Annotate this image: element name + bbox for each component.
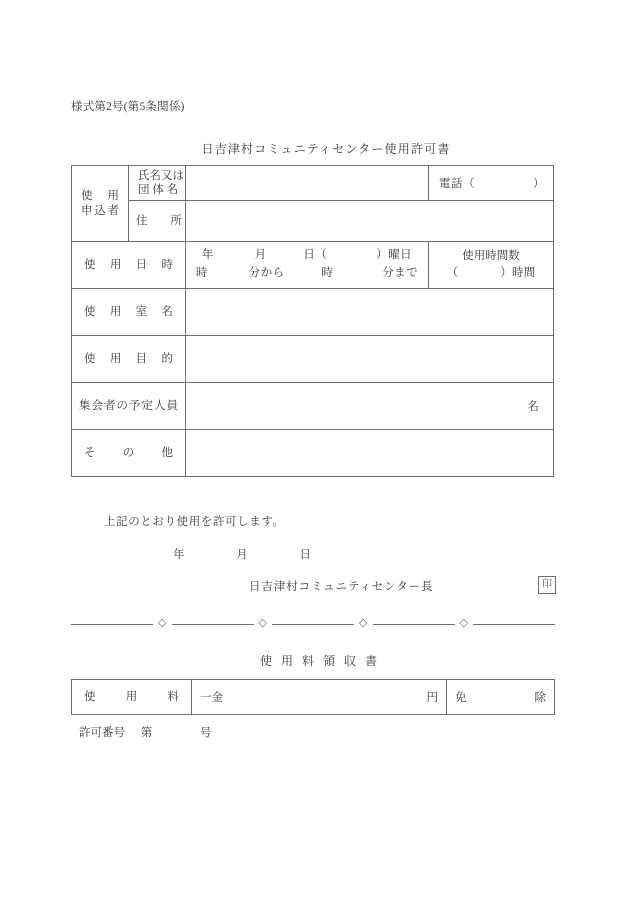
table-row-attendees <box>72 383 554 430</box>
exemption-cell[interactable] <box>447 680 555 715</box>
purpose-label-cell <box>72 336 186 383</box>
table-row-receipt <box>72 680 555 715</box>
other-label: そ の 他 <box>84 446 173 459</box>
cut-line-segment <box>71 624 153 625</box>
diamond-icon: ◇ <box>459 616 468 629</box>
table-row-room <box>72 289 554 336</box>
receipt-table <box>71 679 555 715</box>
purpose-value-cell[interactable] <box>186 336 554 383</box>
datetime-value-cell[interactable] <box>186 242 429 289</box>
room-value-cell[interactable] <box>186 289 554 336</box>
phone-cell[interactable] <box>429 166 554 201</box>
datetime-hour-from: 時 <box>195 267 208 279</box>
table-row-applicant-name <box>72 166 554 201</box>
signatory-name: 日吉津村コミュニティセンター長 <box>249 581 434 593</box>
fee-amount-cell[interactable] <box>192 680 447 715</box>
cut-line-segment <box>473 624 555 625</box>
diamond-icon: ◇ <box>359 616 368 629</box>
datetime-line-1 <box>186 247 428 265</box>
attendees-label: 集会者の予定人員 <box>79 399 178 412</box>
approval-date-month: 月 <box>236 549 248 561</box>
amount-prefix: 一金 <box>200 692 223 704</box>
approval-date-day: 日 <box>299 549 311 561</box>
applicant-label-line1: 使 用 <box>81 190 119 203</box>
address-label-cell <box>129 201 186 242</box>
datetime-line-2 <box>186 265 428 283</box>
exemption-inner <box>447 689 554 705</box>
exempt-label-second: 除 <box>534 692 546 704</box>
applicant-label-line2: 申込者 <box>81 204 119 217</box>
exempt-label-first: 免 <box>455 692 467 704</box>
receipt-title: 使 用 料 領 収 書 <box>259 654 380 668</box>
cut-line-segment <box>373 624 455 625</box>
datetime-weekday: ）曜日 <box>376 249 413 262</box>
permit-number-prefix: 第 <box>140 727 153 739</box>
approval-date-year: 年 <box>173 549 185 561</box>
datetime-minute-from: 分から <box>248 267 285 279</box>
attendees-label-cell <box>72 383 186 430</box>
other-label-cell <box>72 430 186 477</box>
datetime-inner <box>186 247 428 283</box>
amount-unit: 円 <box>426 692 438 704</box>
approval-statement: 上記のとおり使用を許可します。 <box>104 516 285 528</box>
room-label-cell <box>72 289 186 336</box>
name-value-cell[interactable] <box>186 166 429 201</box>
table-row-purpose <box>72 336 554 383</box>
cut-line-divider <box>71 617 555 631</box>
datetime-year: 年 <box>201 249 214 262</box>
phone-label: 電話（ ） <box>439 178 545 190</box>
permit-details-table <box>71 165 554 477</box>
datetime-label-cell <box>72 242 186 289</box>
datetime-month: 月 <box>254 249 267 262</box>
datetime-day: 日（ <box>303 249 328 262</box>
usage-hours-value-line: （ ）時間 <box>446 267 536 279</box>
applicant-label-cell <box>72 166 129 242</box>
attendees-unit: 名 <box>527 401 539 413</box>
diamond-icon: ◇ <box>258 616 267 629</box>
cut-line-segment <box>272 624 354 625</box>
diamond-icon: ◇ <box>158 616 167 629</box>
usage-hours-cell[interactable] <box>429 242 554 289</box>
name-label-line2: 団 体 名 <box>138 184 179 196</box>
table-row-other <box>72 430 554 477</box>
address-label: 住 所 <box>136 214 182 227</box>
fee-label: 使 用 料 <box>84 690 179 703</box>
form-number: 様式第2号(第5条関係) <box>71 101 185 113</box>
approval-date-line <box>173 546 311 562</box>
purpose-label: 使 用 目 的 <box>84 352 173 365</box>
cut-line-segment <box>172 624 254 625</box>
permit-number-label: 許可番号 <box>79 727 125 739</box>
address-value-cell[interactable] <box>186 201 554 242</box>
permit-number-line <box>79 724 212 740</box>
table-row-datetime <box>72 242 554 289</box>
permit-number-suffix: 号 <box>200 727 212 739</box>
fee-amount-inner <box>192 689 446 705</box>
table-row-address <box>72 201 554 242</box>
name-label-line1: 氏名又は <box>138 169 184 182</box>
seal-stamp-box: 印 <box>538 576 556 594</box>
other-value-cell[interactable] <box>186 430 554 477</box>
datetime-label: 使 用 日 時 <box>84 258 173 271</box>
document-title: 日吉津村コミュニティセンター使用許可書 <box>201 142 451 156</box>
usage-hours-label: 使用時間数 <box>462 250 520 263</box>
attendees-value-cell[interactable] <box>186 383 554 430</box>
name-label-cell <box>129 166 186 201</box>
usage-hours-inner <box>429 248 553 281</box>
fee-label-cell <box>72 680 192 715</box>
datetime-hour-to: 時 <box>321 267 334 279</box>
room-label: 使 用 室 名 <box>84 305 173 318</box>
datetime-minute-to: 分まで <box>382 267 419 279</box>
